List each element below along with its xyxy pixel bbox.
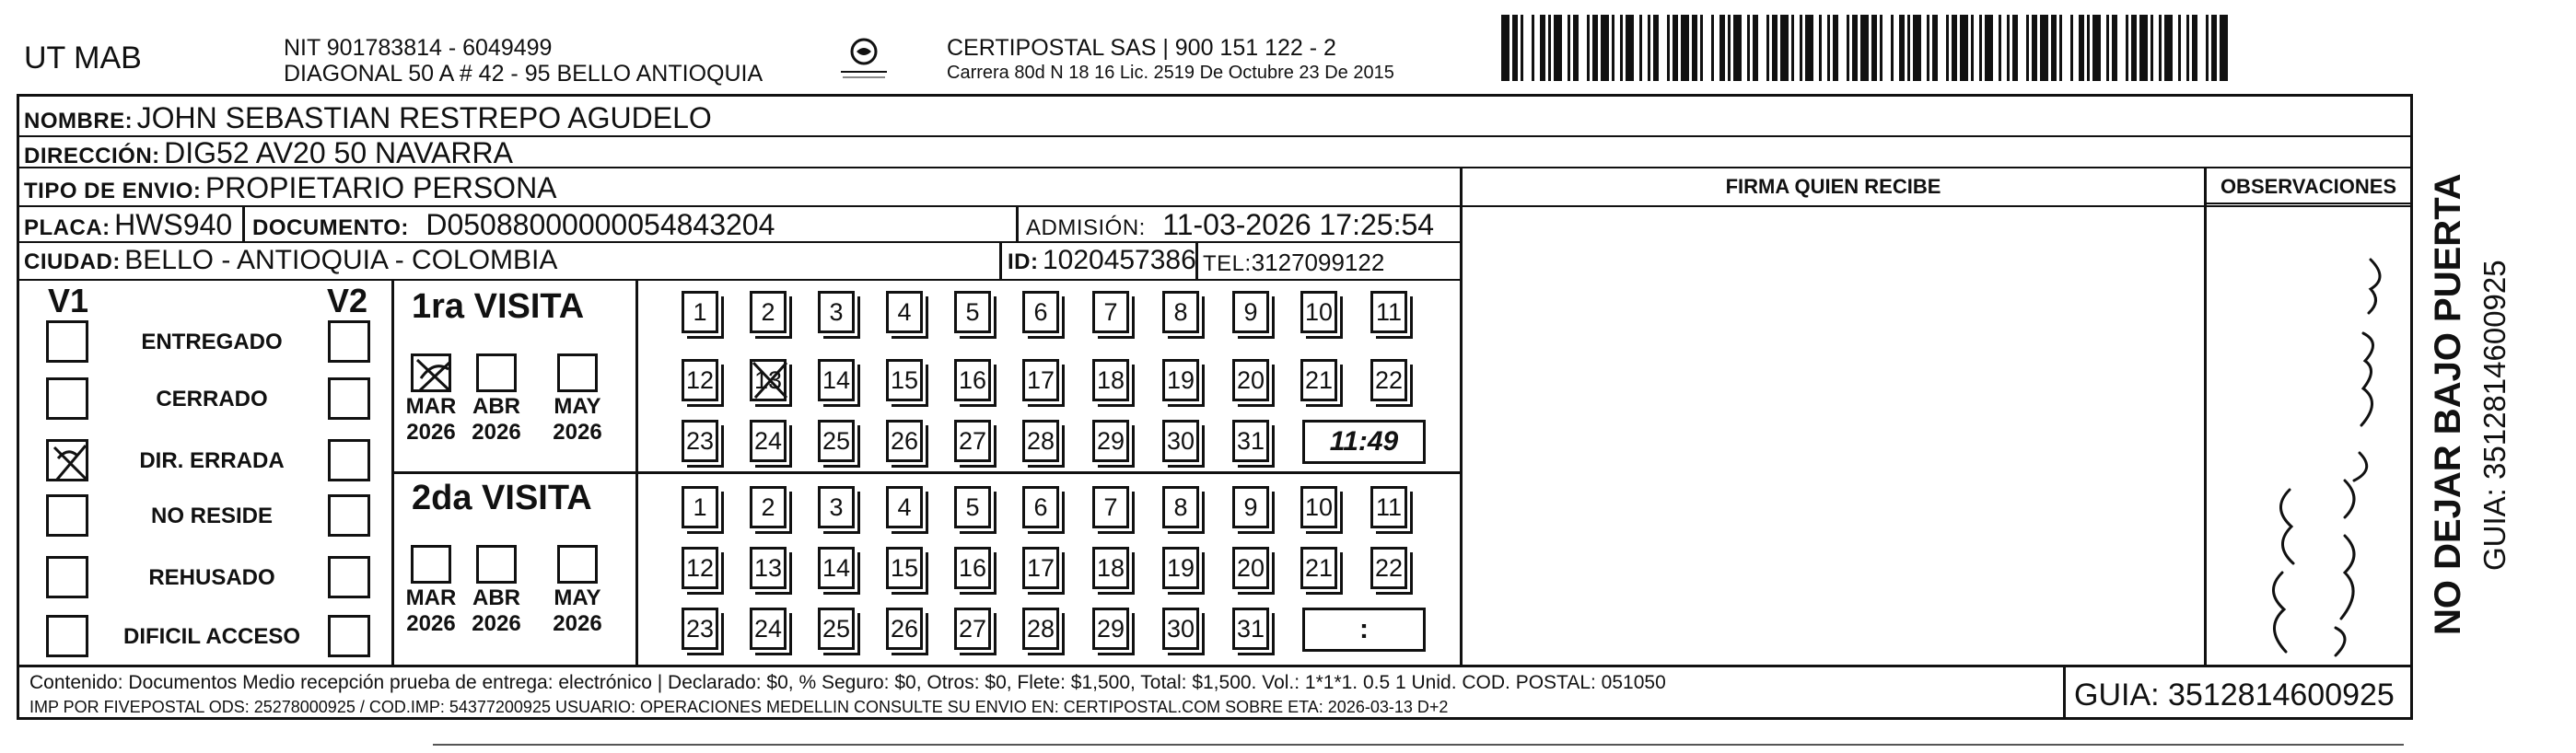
day-number: 28 <box>1022 420 1059 462</box>
day-cell[interactable] <box>886 420 934 473</box>
day-number: 3 <box>818 486 855 528</box>
day-cell[interactable] <box>1232 608 1280 661</box>
day-number: 28 <box>1022 608 1059 650</box>
month-checkbox[interactable] <box>411 545 451 584</box>
day-cell[interactable] <box>1022 359 1070 412</box>
day-cell[interactable] <box>1092 359 1140 412</box>
day-number: 19 <box>1162 359 1199 401</box>
documento-cell <box>252 208 775 242</box>
day-cell[interactable] <box>954 608 1002 661</box>
tel-value: 3127099122 <box>1251 249 1385 276</box>
day-number: 24 <box>750 420 787 462</box>
day-number: 9 <box>1232 486 1269 528</box>
month-label: ABR <box>472 394 520 419</box>
admision-value: 11-03-2026 17:25:54 <box>1162 208 1435 241</box>
day-number: 10 <box>1300 486 1337 528</box>
year-label: 2026 <box>406 420 456 445</box>
v2-checkbox[interactable] <box>328 320 370 363</box>
nombre-row <box>24 101 712 135</box>
carrier-license: Carrera 80d N 18 16 Lic. 2519 De Octubre 23 De 2015 <box>947 63 1394 83</box>
day-number: 18 <box>1092 547 1129 589</box>
month-checkbox[interactable] <box>476 353 517 392</box>
day-cell[interactable] <box>1370 291 1418 344</box>
day-cell[interactable] <box>1092 608 1140 661</box>
month-label: ABR <box>472 585 520 610</box>
day-cell[interactable] <box>1300 547 1348 600</box>
time-field[interactable]: 11:49 <box>1302 420 1426 464</box>
day-cell[interactable] <box>886 547 934 600</box>
day-number: 22 <box>1370 547 1407 589</box>
v2-header: V2 <box>327 282 368 319</box>
placa-value: HWS940 <box>114 208 233 241</box>
day-cell[interactable] <box>750 486 798 539</box>
placa-label: PLACA: <box>24 215 111 240</box>
id-value: 1020457386 <box>1042 245 1196 275</box>
day-cell[interactable] <box>750 359 798 412</box>
day-number: 10 <box>1300 291 1337 333</box>
v1-header: V1 <box>48 282 89 319</box>
day-cell[interactable] <box>1370 486 1418 539</box>
sender-nit: NIT 901783814 - 6049499 <box>284 35 553 61</box>
day-number: 1 <box>682 291 718 333</box>
documento-label: DOCUMENTO: <box>252 215 409 240</box>
day-cell[interactable] <box>750 608 798 661</box>
day-number: 3 <box>818 291 855 333</box>
day-cell[interactable] <box>750 420 798 473</box>
ciudad-cell <box>24 245 557 276</box>
admision-label: ADMISIÓN: <box>1026 215 1146 240</box>
day-cell[interactable] <box>818 359 866 412</box>
day-number: 11 <box>1370 486 1407 528</box>
day-cell[interactable] <box>682 420 729 473</box>
day-cell[interactable] <box>954 291 1002 344</box>
certipostal-logo <box>822 35 905 87</box>
status-label: REHUSADO <box>148 565 275 590</box>
day-number: 4 <box>886 291 923 333</box>
ciudad-value: BELLO - ANTIOQUIA - COLOMBIA <box>124 245 558 275</box>
day-number: 2 <box>750 486 787 528</box>
status-label: DIR. ERRADA <box>139 448 285 473</box>
day-cell[interactable] <box>886 486 934 539</box>
day-cell[interactable] <box>1370 359 1418 412</box>
v1-checkbox[interactable] <box>46 377 88 420</box>
v1-checkbox[interactable] <box>46 439 88 481</box>
day-number: 4 <box>886 486 923 528</box>
day-number: 18 <box>1092 359 1129 401</box>
no-dejar-bajo-puerta: NO DEJAR BAJO PUERTA <box>2428 173 2468 635</box>
v2-checkbox[interactable] <box>328 377 370 420</box>
day-number: 31 <box>1232 608 1269 650</box>
day-number: 13 <box>750 359 787 401</box>
day-number: 15 <box>886 547 923 589</box>
day-cell[interactable] <box>818 486 866 539</box>
id-cell <box>1008 245 1196 276</box>
day-cell[interactable] <box>682 291 729 344</box>
day-cell[interactable] <box>1092 420 1140 473</box>
documento-value: D05088000000054843204 <box>425 208 775 241</box>
direccion-value: DIG52 AV20 50 NAVARRA <box>164 136 513 169</box>
day-cell[interactable] <box>1370 547 1418 600</box>
check-mark-icon <box>49 442 91 484</box>
v2-checkbox[interactable] <box>328 615 370 657</box>
day-number: 6 <box>1022 291 1059 333</box>
nombre-value: JOHN SEBASTIAN RESTREPO AGUDELO <box>136 101 712 134</box>
status-label: DIFICIL ACCESO <box>122 624 300 649</box>
day-number: 12 <box>682 359 718 401</box>
day-cell[interactable] <box>1022 486 1070 539</box>
day-cell[interactable] <box>750 291 798 344</box>
direccion-label: DIRECCIÓN: <box>24 144 160 168</box>
day-cell[interactable] <box>1092 291 1140 344</box>
placa-cell <box>24 208 232 242</box>
day-cell[interactable] <box>886 359 934 412</box>
v1-checkbox[interactable] <box>46 556 88 598</box>
day-cell[interactable] <box>818 547 866 600</box>
month-label: MAY <box>554 585 601 610</box>
day-cell[interactable] <box>886 291 934 344</box>
day-cell[interactable] <box>1232 486 1280 539</box>
certipostal-logo-icon <box>822 35 905 87</box>
day-cell[interactable] <box>1022 608 1070 661</box>
day-number: 29 <box>1092 420 1129 462</box>
month-checkbox[interactable] <box>557 353 598 392</box>
v1-checkbox[interactable] <box>46 615 88 657</box>
day-cell[interactable] <box>1162 547 1210 600</box>
day-number: 17 <box>1022 359 1059 401</box>
sender-address: DIAGONAL 50 A # 42 - 95 BELLO ANTIOQUIA <box>284 61 763 87</box>
v2-checkbox[interactable] <box>328 556 370 598</box>
day-number: 8 <box>1162 486 1199 528</box>
year-label: 2026 <box>472 420 521 445</box>
day-cell[interactable] <box>682 608 729 661</box>
day-cell[interactable] <box>1162 291 1210 344</box>
day-number: 20 <box>1232 547 1269 589</box>
observaciones-handwriting <box>2207 204 2410 665</box>
firma-header: FIRMA QUIEN RECIBE <box>1725 175 1941 198</box>
tel-cell <box>1203 249 1384 277</box>
carrier-name: CERTIPOSTAL SAS | 900 151 122 - 2 <box>947 35 1336 61</box>
footer-guia: GUIA: 3512814600925 <box>2074 678 2395 712</box>
nombre-label: NOMBRE: <box>24 109 134 133</box>
day-number: 11 <box>1370 291 1407 333</box>
tipo-label: TIPO DE ENVIO: <box>24 179 202 203</box>
day-number: 16 <box>954 547 991 589</box>
day-cell[interactable] <box>1300 291 1348 344</box>
check-mark-icon <box>414 356 454 395</box>
day-cell[interactable] <box>954 547 1002 600</box>
day-number: 9 <box>1232 291 1269 333</box>
barcode <box>1501 15 2229 81</box>
day-number: 12 <box>682 547 718 589</box>
day-cell[interactable] <box>1092 547 1140 600</box>
day-number: 14 <box>818 547 855 589</box>
day-number: 5 <box>954 291 991 333</box>
day-number: 2 <box>750 291 787 333</box>
day-cell[interactable] <box>886 608 934 661</box>
day-number: 21 <box>1300 359 1337 401</box>
day-number: 17 <box>1022 547 1059 589</box>
day-number: 29 <box>1092 608 1129 650</box>
day-cell[interactable] <box>1232 291 1280 344</box>
footer-line1: Contenido: Documentos Medio recepción prueba de entrega: electrónico | Declarado: $0, % Seguro: $0, Otros: $0, Flete: $1,500, Total: $1,500. Vol.: 1*1*1. 0.5 1 Unid. COD. POSTAL: 051050 <box>29 672 1666 693</box>
day-cell[interactable] <box>750 547 798 600</box>
day-cell[interactable] <box>1232 547 1280 600</box>
day-cell[interactable] <box>1162 608 1210 661</box>
day-number: 30 <box>1162 420 1199 462</box>
day-number: 22 <box>1370 359 1407 401</box>
month-label: MAY <box>554 394 601 419</box>
year-label: 2026 <box>472 611 521 636</box>
day-cell[interactable] <box>682 547 729 600</box>
day-number: 23 <box>682 420 718 462</box>
year-label: 2026 <box>553 420 602 445</box>
month-checkbox[interactable] <box>411 353 451 392</box>
day-number: 8 <box>1162 291 1199 333</box>
v2-checkbox[interactable] <box>328 439 370 481</box>
tel-label: TEL: <box>1203 251 1252 276</box>
second-visit-title: 2da VISITA <box>412 479 592 517</box>
tipo-row <box>24 171 557 205</box>
side-guia: GUIA: 3512814600925 <box>2477 260 2512 571</box>
day-number: 20 <box>1232 359 1269 401</box>
sender-name: UT MAB <box>24 41 142 75</box>
status-label: CERRADO <box>156 387 268 411</box>
time-field[interactable]: : <box>1302 608 1426 652</box>
day-number: 25 <box>818 420 855 462</box>
day-number: 19 <box>1162 547 1199 589</box>
day-number: 24 <box>750 608 787 650</box>
day-cell[interactable] <box>954 486 1002 539</box>
day-number: 14 <box>818 359 855 401</box>
day-cell[interactable] <box>1232 359 1280 412</box>
day-cell[interactable] <box>1022 420 1070 473</box>
day-number: 5 <box>954 486 991 528</box>
day-number: 31 <box>1232 420 1269 462</box>
day-cell[interactable] <box>1162 420 1210 473</box>
day-cell[interactable] <box>1022 291 1070 344</box>
day-number: 30 <box>1162 608 1199 650</box>
day-number: 26 <box>886 420 923 462</box>
first-visit-title: 1ra VISITA <box>412 287 585 326</box>
day-check-icon <box>750 359 790 401</box>
day-number: 1 <box>682 486 718 528</box>
id-label: ID: <box>1008 249 1039 274</box>
day-cell[interactable] <box>818 608 866 661</box>
footer-line2: IMP POR FIVEPOSTAL ODS: 25278000925 / COD.IMP: 54377200925 USUARIO: OPERACIONES MEDELLIN CONSULTE SU ENVIO EN: CERTIPOSTAL.COM SOBRE ETA: 2026-03-13 D+2 <box>29 698 1449 716</box>
day-cell[interactable] <box>1300 486 1348 539</box>
day-cell[interactable] <box>682 486 729 539</box>
day-cell[interactable] <box>954 359 1002 412</box>
day-number: 25 <box>818 608 855 650</box>
day-number: 26 <box>886 608 923 650</box>
day-number: 27 <box>954 608 991 650</box>
day-cell[interactable] <box>1092 486 1140 539</box>
year-label: 2026 <box>553 611 602 636</box>
ciudad-label: CIUDAD: <box>24 249 121 274</box>
month-checkbox[interactable] <box>476 545 517 584</box>
day-cell[interactable] <box>818 291 866 344</box>
day-cell[interactable] <box>682 359 729 412</box>
month-label: MAR <box>405 394 457 419</box>
observaciones-header: OBSERVACIONES <box>2220 175 2397 198</box>
v2-checkbox[interactable] <box>328 494 370 537</box>
direccion-row <box>24 136 513 170</box>
day-number: 21 <box>1300 547 1337 589</box>
day-cell[interactable] <box>1022 547 1070 600</box>
status-label: ENTREGADO <box>141 330 283 354</box>
day-number: 16 <box>954 359 991 401</box>
day-number: 27 <box>954 420 991 462</box>
day-number: 7 <box>1092 291 1129 333</box>
month-checkbox[interactable] <box>557 545 598 584</box>
day-number: 23 <box>682 608 718 650</box>
v1-checkbox[interactable] <box>46 494 88 537</box>
day-number: 15 <box>886 359 923 401</box>
month-label: MAR <box>405 585 457 610</box>
day-cell[interactable] <box>1162 486 1210 539</box>
status-label: NO RESIDE <box>150 504 274 528</box>
day-cell[interactable] <box>1162 359 1210 412</box>
day-number: 6 <box>1022 486 1059 528</box>
day-cell[interactable] <box>954 420 1002 473</box>
day-number: 7 <box>1092 486 1129 528</box>
tipo-value: PROPIETARIO PERSONA <box>204 171 557 204</box>
day-cell[interactable] <box>1232 420 1280 473</box>
year-label: 2026 <box>406 611 456 636</box>
admision-cell <box>1026 208 1434 242</box>
v1-checkbox[interactable] <box>46 320 88 363</box>
day-cell[interactable] <box>818 420 866 473</box>
day-cell[interactable] <box>1300 359 1348 412</box>
day-number: 13 <box>750 547 787 589</box>
